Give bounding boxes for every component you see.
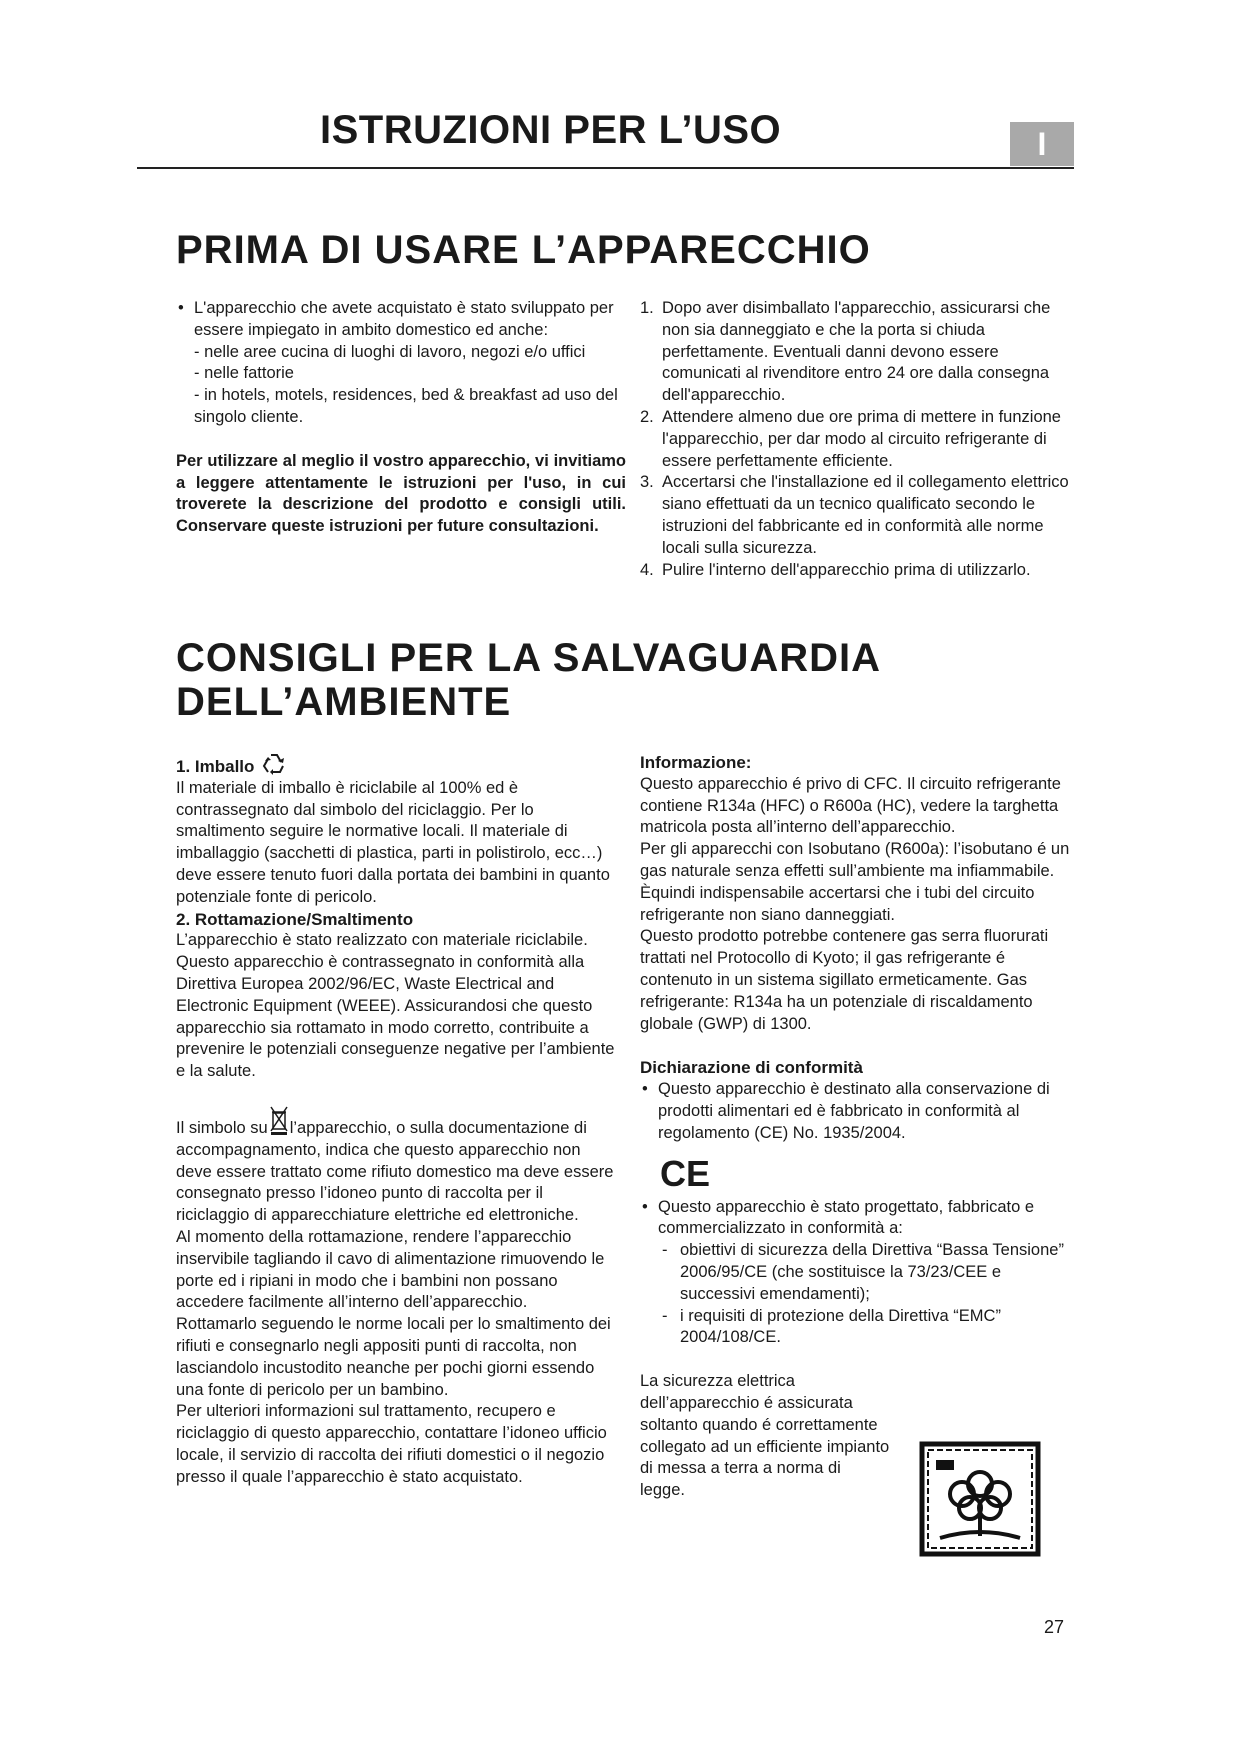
info-paragraph: Questo apparecchio é privo di CFC. Il circuito refrigerante contiene R134a (HFC) o R600a (HC), vedere la targhetta matricola posta all’interno dell’apparecchio. [640, 774, 1061, 837]
sicurezza-paragraph: La sicurezza elettrica dell’apparecchio é assicurata soltanto quando é correttamente collegato ad un efficiente impianto di messa a terra a norma di legge. [640, 1372, 890, 1500]
dichiarazione-bullet: • Questo apparecchio è stato progettato, fabbricato e commercializzato in conformità a: [640, 1197, 1070, 1241]
page-number: 27 [1044, 1617, 1065, 1637]
consigli-left-column [176, 752, 616, 1489]
imballo-text: Il materiale di imballo è riciclabile al 100% ed è contrassegnato dal simbolo del riciclaggio. Per lo smaltimento seguire le normative locali. Il materiale di imballaggio (sacchetti di plastica, parti in polistirolo, ecc…) deve essere tenuto fuori dalla portata dei bambini in quanto potenziale fonte di pericolo. [176, 778, 610, 906]
prima-intro-bullet: • L'apparecchio che avete acquistato è stato sviluppato per essere impiegato in ambito domestico ed anche: [176, 298, 626, 342]
info-title: Informazione: [640, 753, 752, 772]
prima-bold-note: Per utilizzare al meglio il vostro apparecchio, vi invitiamo a leggere attentamente le istruzioni per l'uso, in cui troverete la descrizione del prodotto e consigli utili. Conservare queste istruzioni per future consultazioni. [176, 451, 626, 536]
prima-step: 3. Accertarsi che l'installazione ed il collegamento elettrico siano effettuati da un tecnico qualificato secondo le istruzioni del fabbricante ed in conformità alle norme locali sulla sicurezza. [640, 473, 1069, 557]
imballo-title: 1. Imballo [176, 752, 616, 778]
section-heading-consigli [176, 636, 1076, 724]
rottamazione-paragraph: L’apparecchio è stato realizzato con materiale riciclabile. [176, 931, 588, 950]
prima-step: 4. Pulire l'interno dell'apparecchio prima di utilizzarlo. [640, 560, 1031, 579]
consigli-heading-line2: DELL’AMBIENTE [176, 680, 512, 724]
consigli-right-column [640, 752, 1070, 1502]
rottamazione-paragraph: Per ulteriori informazioni sul trattamento, recupero e riciclaggio di questo apparecchio, contattare l’idoneo ufficio locale, il servizio di raccolta dei rifiuti domestici o il negozio presso il quale l’apparecchio è stato acquistato. [176, 1402, 607, 1486]
info-paragraph: Per gli apparecchi con Isobutano (R600a): l’isobutano é un gas naturale senza effetti sull’ambiente ma infiammabile. Èquindi indispensabile accertarsi che i tubi del circuito refrigerante non siano danneggiati. [640, 840, 1070, 924]
consigli-heading-line1: CONSIGLI PER LA SALVAGUARDIA [176, 636, 882, 680]
svg-text:CE: CE [660, 1154, 710, 1191]
weee-symbol-paragraph: Il simbolo su l’apparecchio, o sulla documentazione di accompagnamento, indica che questo apparecchio non deve essere trattato come rifiuto domestico ma deve essere consegnato presso l’idoneo punto di raccolta per il riciclaggio di apparecchiature elettriche ed elettroniche. [176, 1105, 616, 1227]
info-paragraph: Questo prodotto potrebbe contenere gas serra fluorurati trattati nel Protocollo di Kyoto; il gas refrigerante é contenuto in un sistema sigillato ermeticamente. Gas refrigerante: R134a ha un potenziale di riscaldamento globale (GWP) di 1300. [640, 927, 1049, 1033]
ce-mark-icon [660, 1155, 710, 1191]
section-heading-prima: PRIMA DI USARE L’APPARECCHIO [176, 228, 871, 272]
prima-use-item: - in hotels, motels, residences, bed & breakfast ad uso del singolo cliente. [194, 386, 618, 426]
prima-use-item: - nelle fattorie [194, 364, 294, 383]
rottamazione-paragraph: Questo apparecchio è contrassegnato in conformità alla Direttiva Europea 2002/96/EC, Waste Electrical and Electronic Equipment (WEEE). Assicurandosi che questo apparecchio sia rottamato in modo corretto, contribuite a prevenire le potenziali conseguenze negative per l’ambiente e la salute. [176, 953, 615, 1081]
recycle-icon [261, 752, 287, 776]
grounding-flower-stamp [918, 1440, 1042, 1558]
language-badge: I [1010, 122, 1074, 166]
dichiarazione-bullet: • Questo apparecchio è destinato alla conservazione di prodotti alimentari ed è fabbricato in conformità al regolamento (CE) No. 1935/2004. [640, 1079, 1070, 1144]
rottamazione-paragraph: Rottamarlo seguendo le norme locali per lo smaltimento dei rifiuti e consegnarlo negli appositi punti di raccolta, non lasciandolo incustodito neanche per pochi giorni essendo una fonte di pericolo per un bambino. [176, 1315, 611, 1399]
prima-step: 2. Attendere almeno due ore prima di mettere in funzione l'apparecchio, per dar modo al circuito refrigerante di essere perfettamente efficiente. [640, 407, 1061, 470]
rottamazione-title: 2. Rottamazione/Smaltimento [176, 909, 414, 929]
page-header-title: ISTRUZIONI PER L’USO [320, 108, 782, 152]
rottamazione-paragraph: Al momento della rottamazione, rendere l’apparecchio inservibile tagliando il cavo di alimentazione rimuovendo le porte ed i ripiani in modo che i bambini non possano accedere facilmente all’interno dell’apparecchio. [176, 1227, 605, 1312]
header-rule [137, 167, 1074, 169]
dichiarazione-sub-item: - obiettivi di sicurezza della Direttiva “Bassa Tensione” 2006/95/CE (che sostituisce la 73/23/CEE e successivi emendamenti); [640, 1240, 1070, 1305]
prima-left-column [176, 298, 626, 538]
dichiarazione-sub-item: - i requisiti di protezione della Direttiva “EMC” 2004/108/CE. [640, 1306, 1070, 1350]
crossed-bin-icon [269, 1105, 289, 1135]
prima-step: 1. Dopo aver disimballato l'apparecchio, assicurarsi che non sia danneggiato e che la porta si chiuda perfettamente. Eventuali danni devono essere comunicati al rivenditore entro 24 ore dalla consegna dell'apparecchio. [640, 299, 1051, 405]
prima-right-column [640, 298, 1070, 581]
prima-use-item: - nelle aree cucina di luoghi di lavoro, negozi e/o uffici [194, 342, 586, 361]
prima-steps-list [640, 298, 1070, 581]
dichiarazione-title: Dichiarazione di conformità [640, 1058, 863, 1078]
